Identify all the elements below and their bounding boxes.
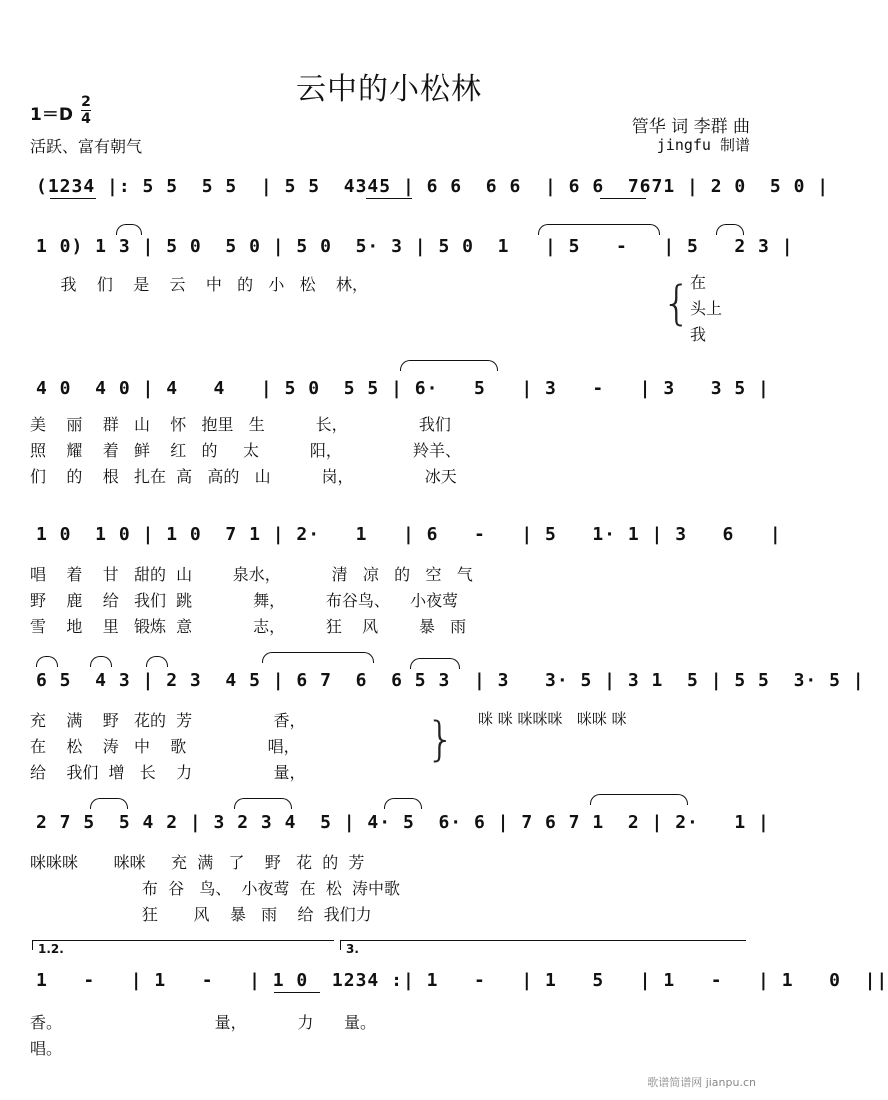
notes-line-5: 6 5 4 3 | 2 3 4 5 | 6 7 6 6 5 3 | 3 3· 5 | 3 1 5 | 5 5 3· 5 | <box>36 670 865 691</box>
brace-1: { <box>662 276 692 330</box>
time-top: 2 <box>81 94 91 110</box>
maker: jingfu 制谱 <box>656 136 750 154</box>
time-bottom: 4 <box>81 111 91 127</box>
lyrics-line-2: 我 们 是 云 中 的 小 松 林， <box>30 275 369 294</box>
lyrics-line-6a: 咪咪咪 咪咪 充 满 了 野 花 的 芳 <box>30 853 365 872</box>
notes-line-3: 4 0 4 0 | 4 4 | 5 0 5 5 | 6· 5 | 3 - | 3 3 5 | <box>36 378 770 399</box>
page-title: 云中的小松林 <box>296 72 482 107</box>
ending-second: 3. <box>346 942 359 956</box>
lyrics-line-3a: 美 丽 群 山 怀 抱里 生 长， 我们 <box>30 415 451 434</box>
ending-first: 1.2. <box>38 942 64 956</box>
time-signature <box>80 95 92 126</box>
side-lyrics: 在 头上 我 <box>690 273 723 344</box>
lyrics-line-5c: 给 我们 增 长 力 量， <box>30 763 306 782</box>
tempo-marking: 活跃、富有朝气 <box>30 137 143 156</box>
lyrics-line-5a-mi: 咪 咪 咪咪咪 咪咪 咪 <box>478 710 627 728</box>
lyrics-line-6b: 布 谷 鸟、 小夜莺 在 松 涛中歌 <box>30 879 401 898</box>
watermark: 歌谱简谱网 jianpu.cn <box>647 1076 756 1089</box>
lyrics-line-7a: 香。 量， 力 量。 <box>30 1013 376 1032</box>
music-line-6 <box>30 806 770 840</box>
lyrics-line-4b: 野 鹿 给 我们 跳 舞， 布谷鸟、 小夜莺 <box>30 591 459 610</box>
music-line-7 <box>30 964 888 998</box>
lyrics-line-3b: 照 耀 着 鲜 红 的 太 阳， 羚羊、 <box>30 441 462 460</box>
lyrics-line-5b: 在 松 涛 中 歌 唱， <box>30 737 300 756</box>
lyrics-line-6c: 狂 风 暴 雨 给 我们力 <box>30 905 372 924</box>
music-line-3 <box>30 372 770 406</box>
music-line-1 <box>30 170 830 204</box>
notes-line-4: 1 0 1 0 | 1 0 7 1 | 2· 1 | 6 - | 5 1· 1 | 3 6 | <box>36 524 782 545</box>
credits: 管华 词 李群 曲 <box>631 117 750 137</box>
music-line-2 <box>30 230 794 264</box>
notes-line-1: (1234 |: 5 5 5 5 | 5 5 4345 | 6 6 6 6 | 6 6 7671 | 2 0 5 0 | <box>36 176 830 197</box>
lyrics-line-4a: 唱 着 甘 甜的 山 泉水， 清 凉 的 空 气 <box>30 565 473 584</box>
lyrics-line-7b: 唱。 <box>30 1039 63 1058</box>
key-signature: 1＝D <box>30 105 73 125</box>
lyrics-line-4c: 雪 地 里 锻炼 意 志， 狂 风 暴 雨 <box>30 617 467 636</box>
music-line-4 <box>30 518 782 552</box>
notes-line-7: 1 - | 1 - | 1 0 1234 :| 1 - | 1 5 | 1 - | 1 0 || <box>36 970 888 991</box>
brace-2: } <box>426 712 456 766</box>
lyrics-line-3c: 们 的 根 扎在 高 高的 山 岗， 冰天 <box>30 467 457 486</box>
notes-line-2: 1 0) 1 3 | 5 0 5 0 | 5 0 5· 3 | 5 0 1 | 5 - | 5 2 3 | <box>36 236 794 257</box>
notes-line-6: 2 7 5 5 4 2 | 3 2 3 4 5 | 4· 5 6· 6 | 7 6 7 1 2 | 2· 1 | <box>36 812 770 833</box>
lyrics-line-5a: 充 满 野 花的 芳 香， <box>30 711 306 730</box>
music-line-5 <box>30 664 865 698</box>
